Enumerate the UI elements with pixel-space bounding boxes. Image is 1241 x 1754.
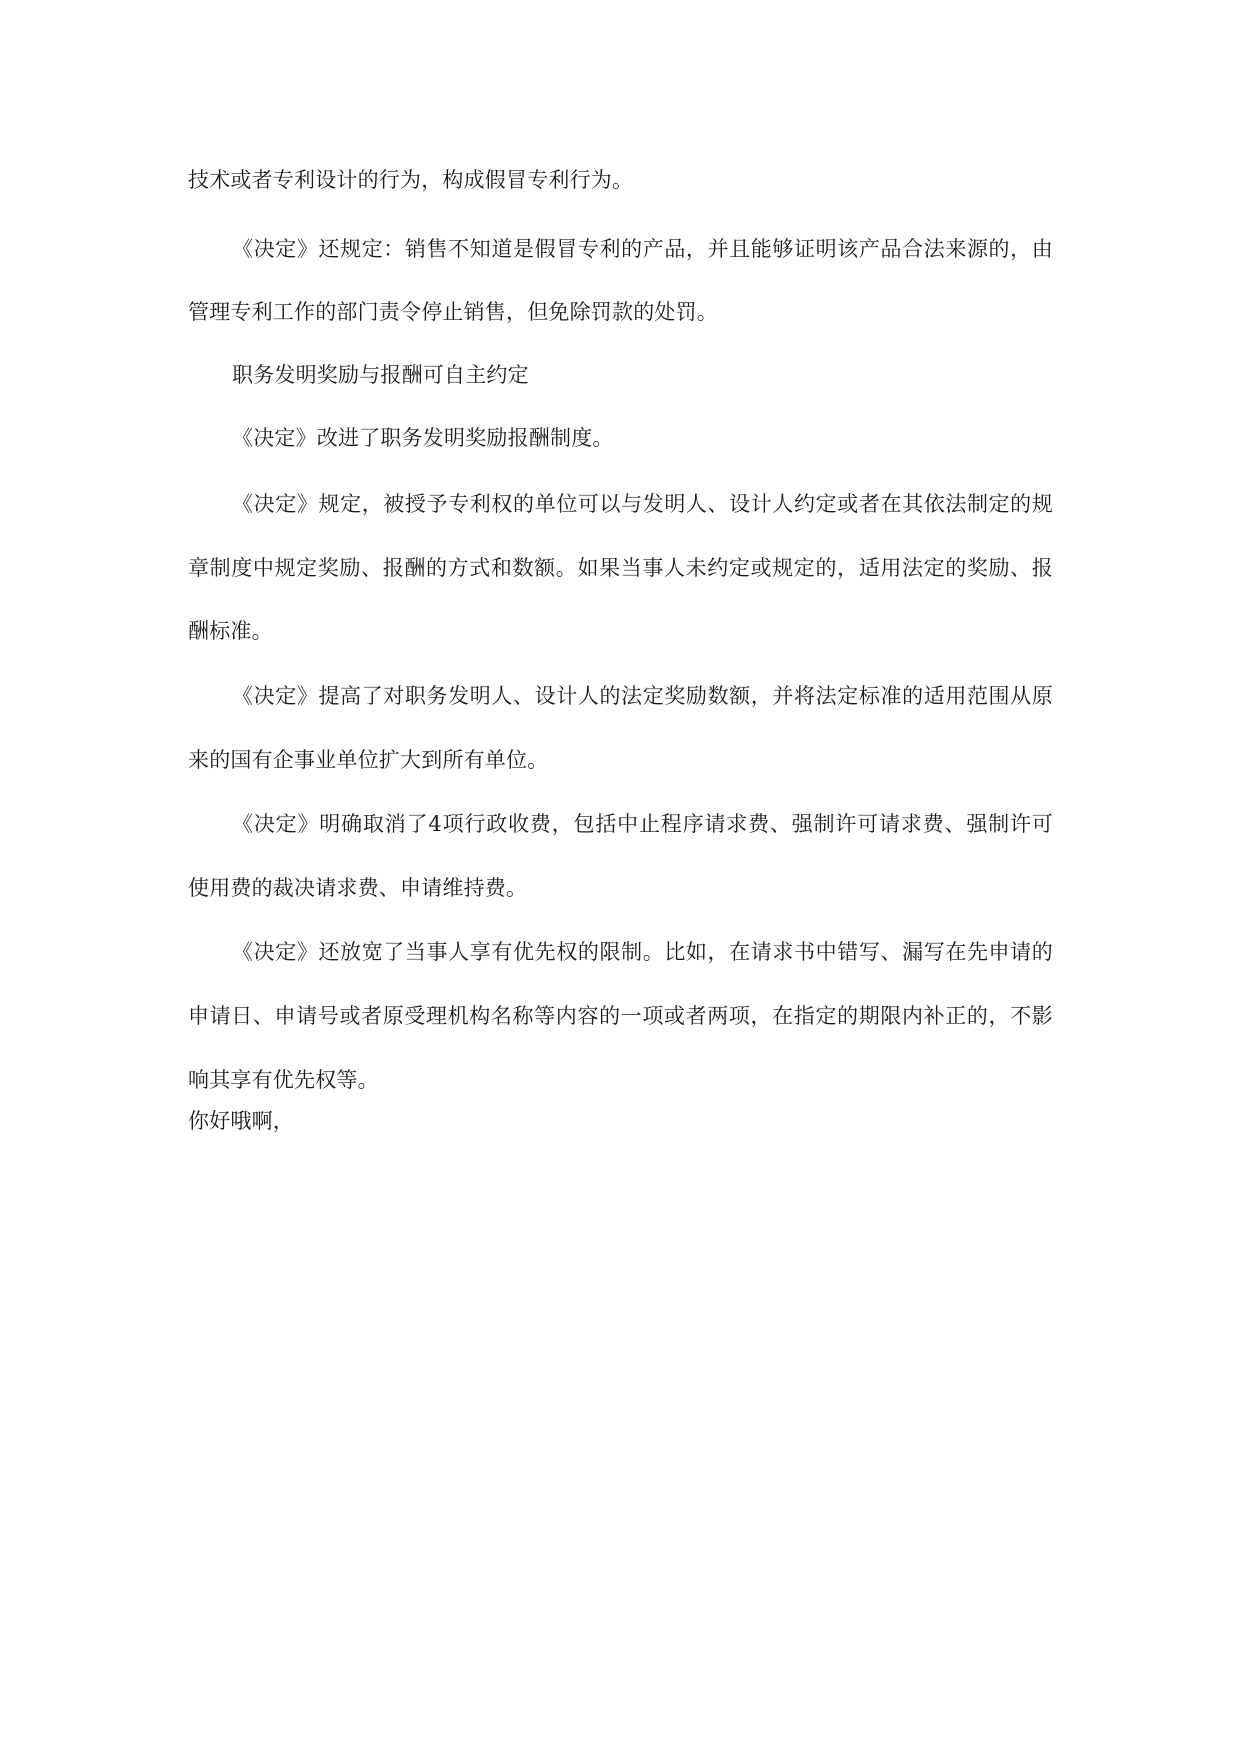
paragraph-line: 《决定》规定，被授予专利权的单位可以与发明人、设计人约定或者在其依法制定的规: [232, 492, 1053, 516]
paragraph-line: 管理专利工作的部门责令停止销售，但免除罚款的处罚。: [188, 300, 718, 324]
paragraph-line: 使用费的裁决请求费、申请维持费。: [188, 876, 528, 900]
paragraph-line: 章制度中规定奖励、报酬的方式和数额。如果当事人未约定或规定的，适用法定的奖励、报: [188, 556, 1053, 580]
section-heading: 职务发明奖励与报酬可自主约定: [232, 363, 529, 387]
paragraph-line: 《决定》还规定：销售不知道是假冒专利的产品，并且能够证明该产品合法来源的，由: [232, 237, 1053, 261]
paragraph-line: 《决定》还放宽了当事人享有优先权的限制。比如，在请求书中错写、漏写在先申请的: [232, 940, 1053, 964]
paragraph-line: 技术或者专利设计的行为，构成假冒专利行为。: [188, 168, 634, 192]
paragraph-line: 申请日、申请号或者原受理机构名称等内容的一项或者两项，在指定的期限内补正的，不影: [188, 1004, 1053, 1028]
paragraph-line: 《决定》改进了职务发明奖励报酬制度。: [232, 426, 614, 450]
paragraph-line: 来的国有企事业单位扩大到所有单位。: [188, 748, 549, 772]
paragraph-line: 酬标准。: [188, 619, 273, 643]
paragraph-line: 响其享有优先权等。: [188, 1068, 379, 1092]
paragraph-line: 《决定》提高了对职务发明人、设计人的法定奖励数额，并将法定标准的适用范围从原: [232, 684, 1053, 708]
paragraph-line: 你好哦啊，: [188, 1109, 294, 1133]
paragraph-line: 《决定》明确取消了4项行政收费，包括中止程序请求费、强制许可请求费、强制许可: [232, 812, 1053, 836]
